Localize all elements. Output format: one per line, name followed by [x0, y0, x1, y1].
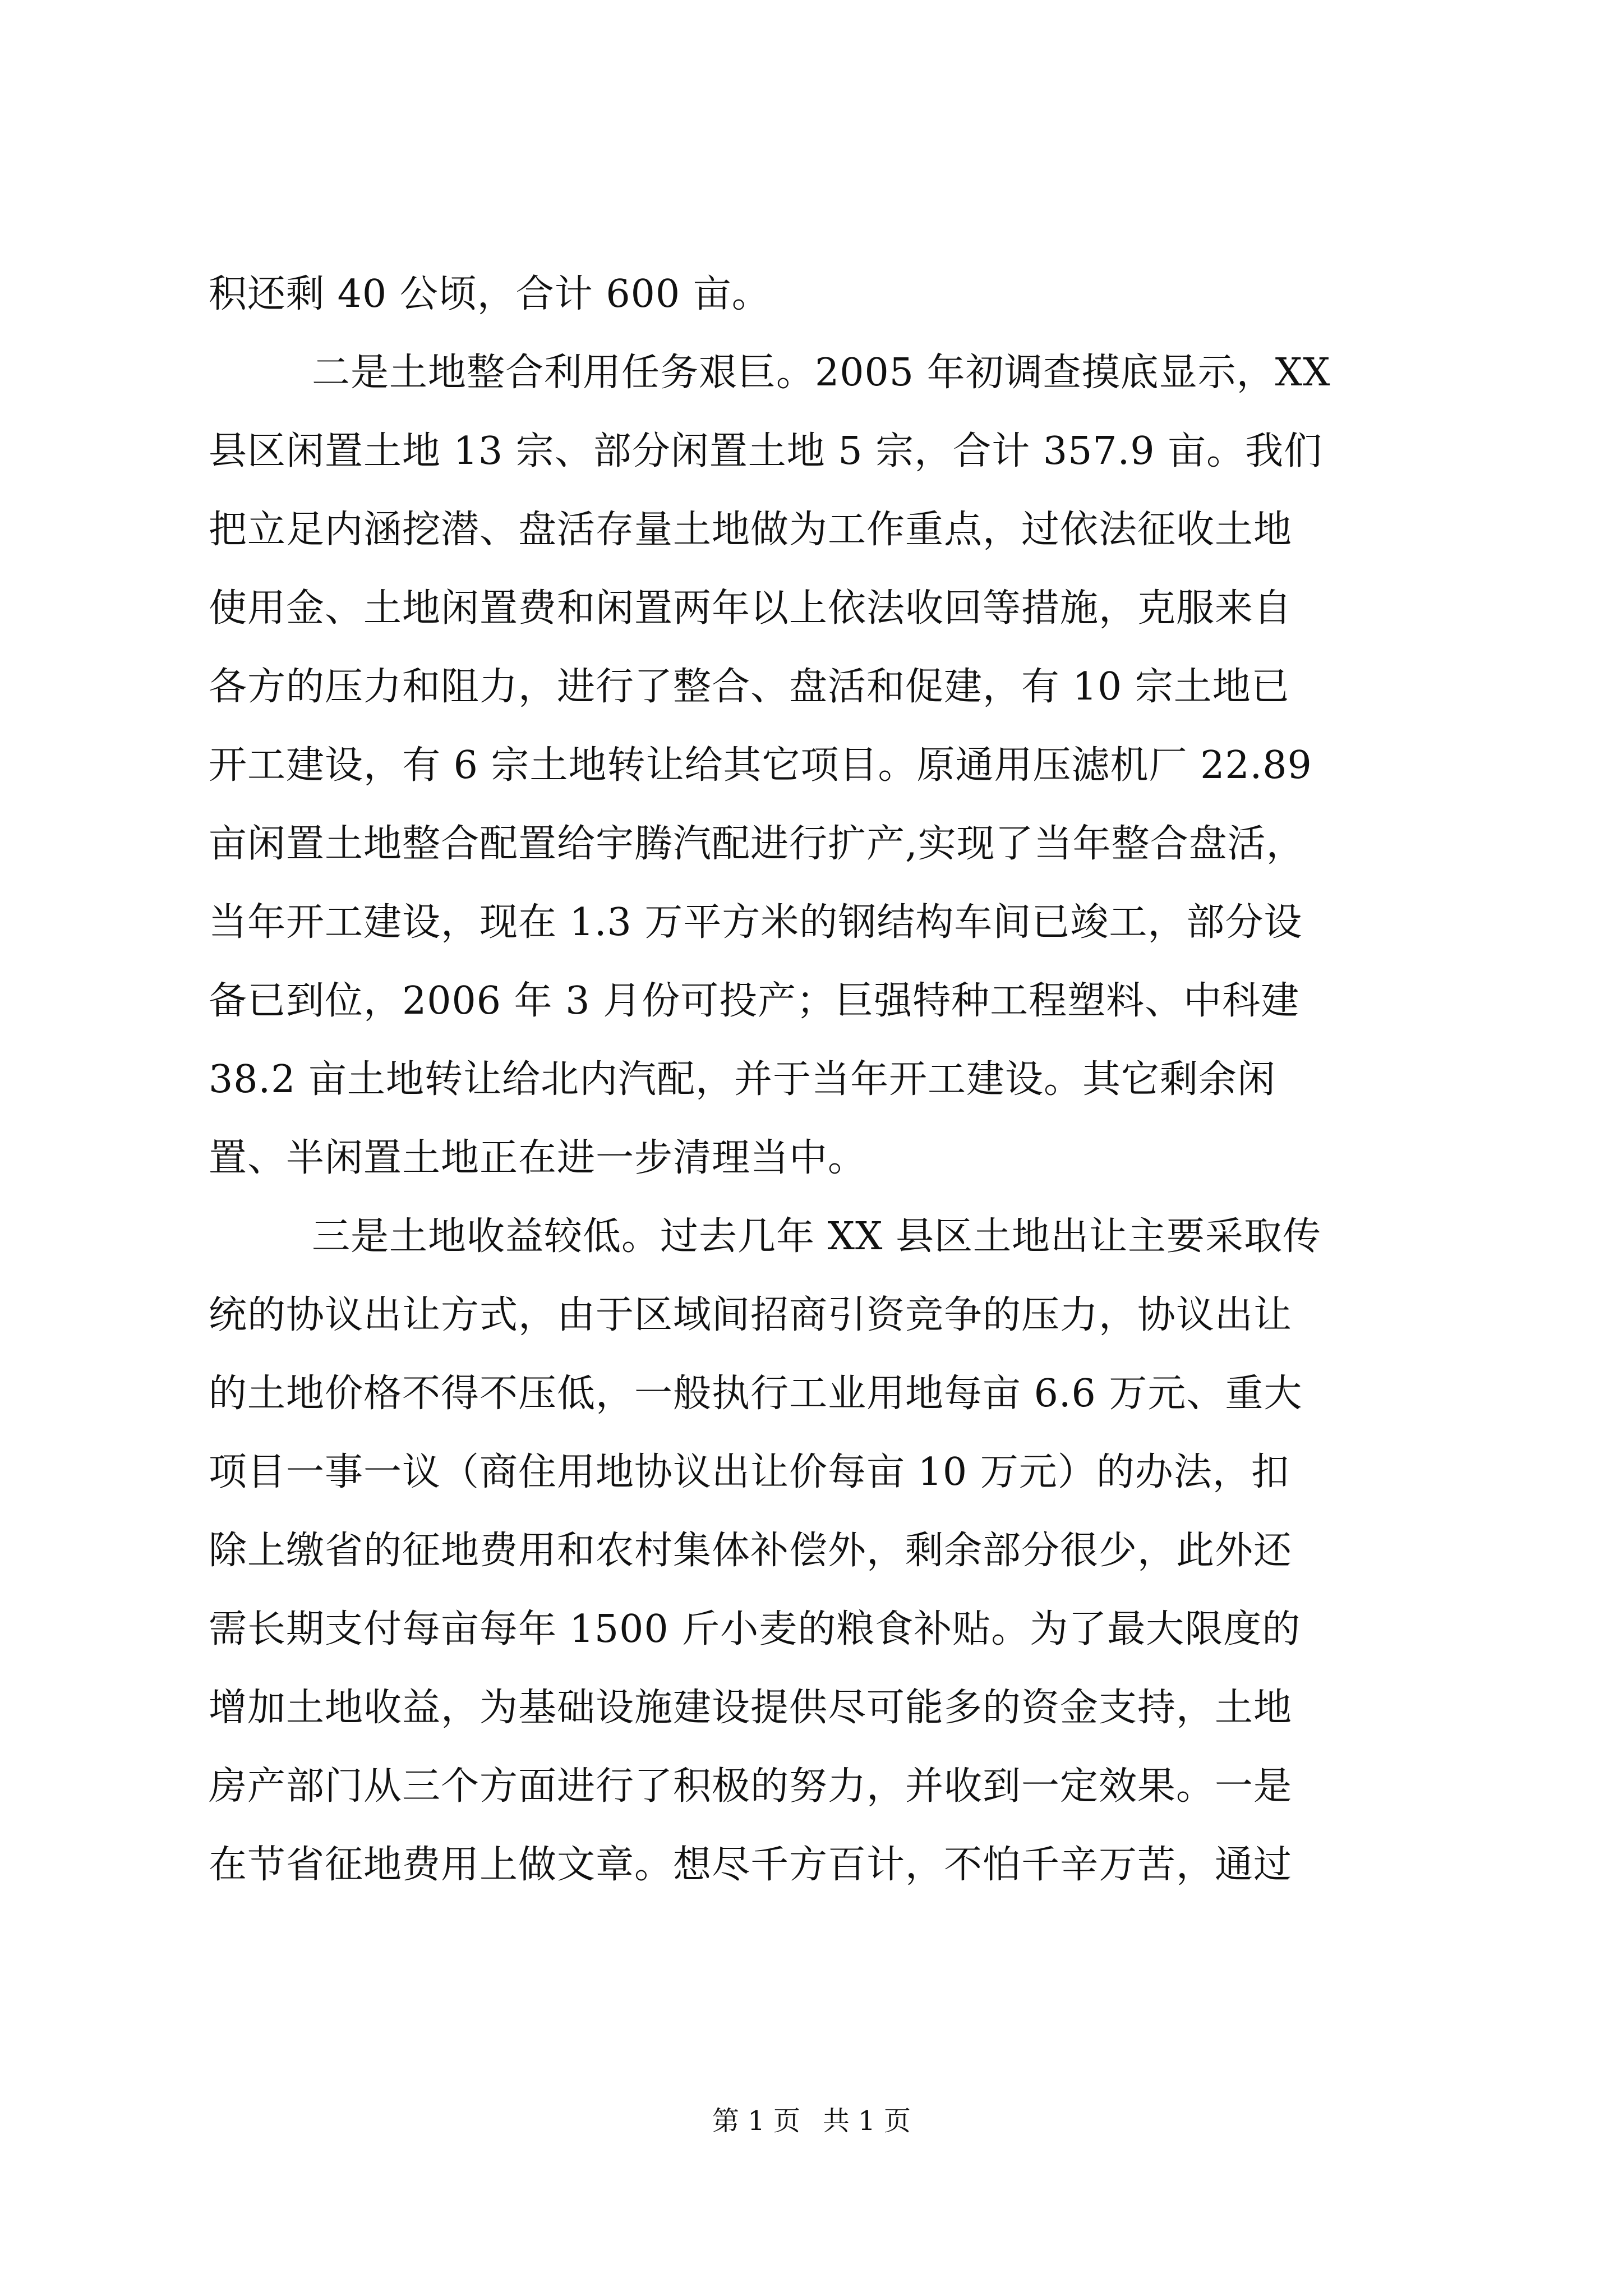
text-line: 除上缴省的征地费用和农村集体补偿外，剩余部分很少，此外还 [209, 1529, 1293, 1573]
text-line: 增加土地收益，为基础设施建设提供尽可能多的资金支持，土地 [209, 1686, 1293, 1730]
text-line: 三是土地收益较低。过去几年 XX 县区土地出让主要采取传 [312, 1214, 1322, 1259]
text-line: 备已到位，2006 年 3 月份可投产；巨强特种工程塑料、中科建 [209, 979, 1300, 1023]
text-line: 县区闲置土地 13 宗、部分闲置土地 5 宗，合计 357.9 亩。我们 [209, 429, 1323, 473]
text-line: 把立足内涵挖潜、盘活存量土地做为工作重点，过依法征收土地 [209, 508, 1293, 552]
text-line: 置、半闲置土地正在进一步清理当中。 [209, 1136, 867, 1180]
text-line: 积还剩 40 公顷，合计 600 亩。 [209, 272, 771, 316]
text-line: 开工建设，有 6 宗土地转让给其它项目。原通用压滤机厂 22.89 [209, 743, 1312, 788]
text-line: 二是土地整合利用任务艰巨。2005 年初调查摸底显示，XX [312, 351, 1331, 395]
text-line: 需长期支付每亩每年 1500 斤小麦的粮食补贴。为了最大限度的 [209, 1607, 1301, 1651]
page-footer [0, 2096, 1623, 2146]
text-line: 房产部门从三个方面进行了积极的努力，并收到一定效果。一是 [209, 1764, 1293, 1809]
text-line: 的土地价格不得不压低，一般执行工业用地每亩 6.6 万元、重大 [209, 1372, 1303, 1416]
text-line: 当年开工建设，现在 1.3 万平方米的钢结构车间已竣工，部分设 [209, 900, 1303, 945]
page-number-total: 共 1 页 [823, 2105, 911, 2137]
page-number-current: 第 1 页 [712, 2105, 800, 2137]
text-line: 各方的压力和阻力，进行了整合、盘活和促建，有 10 宗土地已 [209, 665, 1290, 709]
text-line: 在节省征地费用上做文章。想尽千方百计，不怕千辛万苦，通过 [209, 1843, 1293, 1887]
text-line: 使用金、土地闲置费和闲置两年以上依法收回等措施，克服来自 [209, 586, 1293, 631]
text-line: 统的协议出让方式，由于区域间招商引资竞争的压力，协议出让 [209, 1293, 1293, 1337]
text-line: 项目一事一议（商住用地协议出让价每亩 10 万元）的办法，扣 [209, 1450, 1290, 1494]
text-line: 亩闲置土地整合配置给宇腾汽配进行扩产,实现了当年整合盘活， [209, 822, 1305, 866]
text-line: 38.2 亩土地转让给北内汽配，并于当年开工建设。其它剩余闲 [209, 1057, 1276, 1102]
